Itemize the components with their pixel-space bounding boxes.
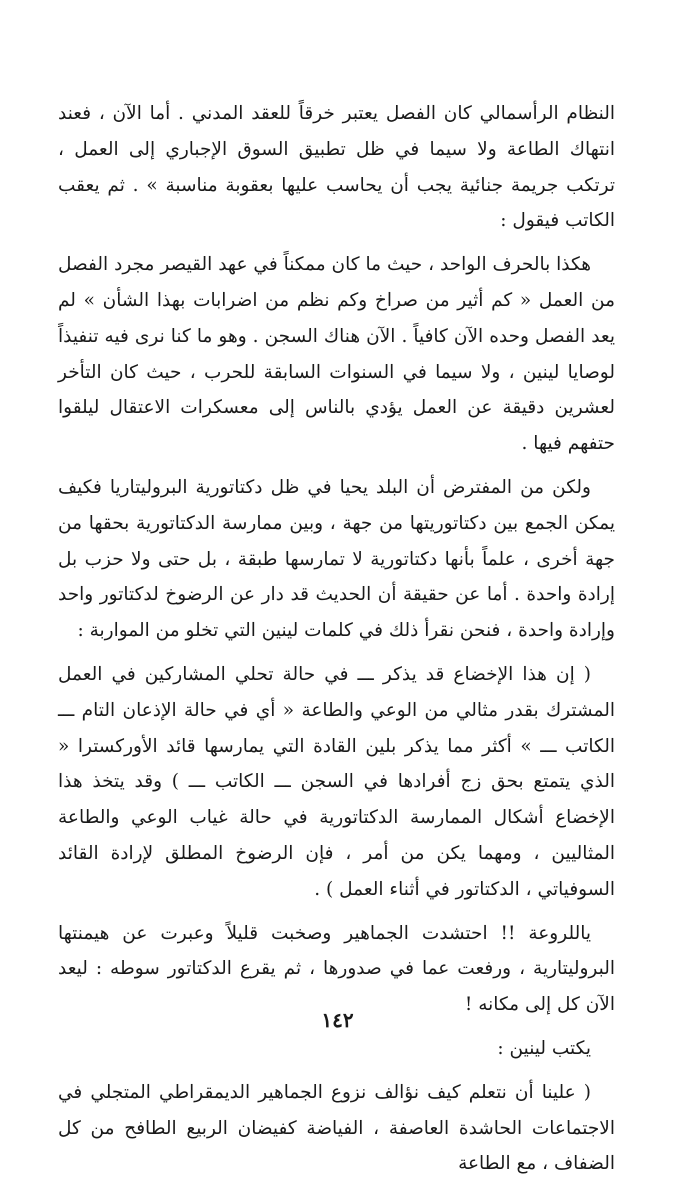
paragraph-2: هكذا بالحرف الواحد ، حيث ما كان ممكناً في عهد القيصر مجرد الفصل من العمل « كم أثير من صراخ وكم نظم من اضرابات بهذا الشأن » لم يعد الفصل وحده الآن كافياً . الآن هناك السجن . وهو ما كنا نرى فيه تنفيذاً لوصايا لينين ، ولا سيما في السنوات السابقة للحرب ، حيث كان التأخر لعشرين دقيقة عن العمل يؤدي بالناس إلى معسكرات الاعتقال ليلقوا حتفهم فيها . [58,254,615,455]
page-number: ١٤٢ [321,1008,354,1032]
paragraph-4-quote: ( إن هذا الإخضاع قد يذكر ـــ في حالة تحلي المشاركين في العمل المشترك بقدر مثالي من الوعي والطاعة « أي في حالة الإذعان التام ـــ الكاتب ـــ » أكثر مما يذكر بلين القادة التي يمارسها قائد الأوركسترا « الذي يتمتع بحق زج أفرادها في السجن ـــ الكاتب ـــ ) وقد يتخذ هذا الإخضاع أشكال الممارسة الدكتاتورية في حالة غياب الوعي والطاعة المثاليين ، ومهما يكن من أمر ، فإن الرضوخ المطلق لإرادة القائد السوفياتي ، الدكتاتور في أثناء العمل ) . [58,663,615,900]
paragraph-5: ياللروعة !! احتشدت الجماهير وصخبت قليلاً وعبرت عن هيمنتها البروليتارية ، ورفعت عما في صدورها ، ثم يقرع الدكتاتور سوطه : ليعد الآن كل إلى مكانه ! [58,922,615,1016]
paragraph-1: النظام الرأسمالي كان الفصل يعتبر خرقاً للعقد المدني . أما الآن ، فعند انتهاك الطاعة ولا سيما في ظل تطبيق السوق الإجباري إلى العمل ، ترتكب جريمة جنائية يجب أن يحاسب عليها بعقوبة مناسبة » . ثم يعقب الكاتب فيقول : [58,103,615,232]
paragraph-7-quote: ( علينا أن نتعلم كيف نؤالف نزوع الجماهير الديمقراطي المتجلي في الاجتماعات الحاشدة العاصفة ، الفياضة كفيضان الربيع الطافح من كل الضفاف ، مع الطاعة [58,1081,615,1175]
paragraph-3: ولكن من المفترض أن البلد يحيا في ظل دكتاتورية البروليتاريا فكيف يمكن الجمع بين دكتاتوريتها من جهة ، وبين ممارسة الدكتاتورية بحقها من جهة أخرى ، علماً بأنها دكتاتورية لا تمارسها طبقة ، بل حتى ولا حزب بل إرادة واحدة . أما عن حقيقة أن الحديث قد دار عن الرضوخ لدكتاتور واحد وإرادة واحدة ، فنحن نقرأ ذلك في كلمات لينين التي تخلو من المواربة : [58,476,615,642]
paragraph-6: يكتب لينين : [497,1037,591,1059]
